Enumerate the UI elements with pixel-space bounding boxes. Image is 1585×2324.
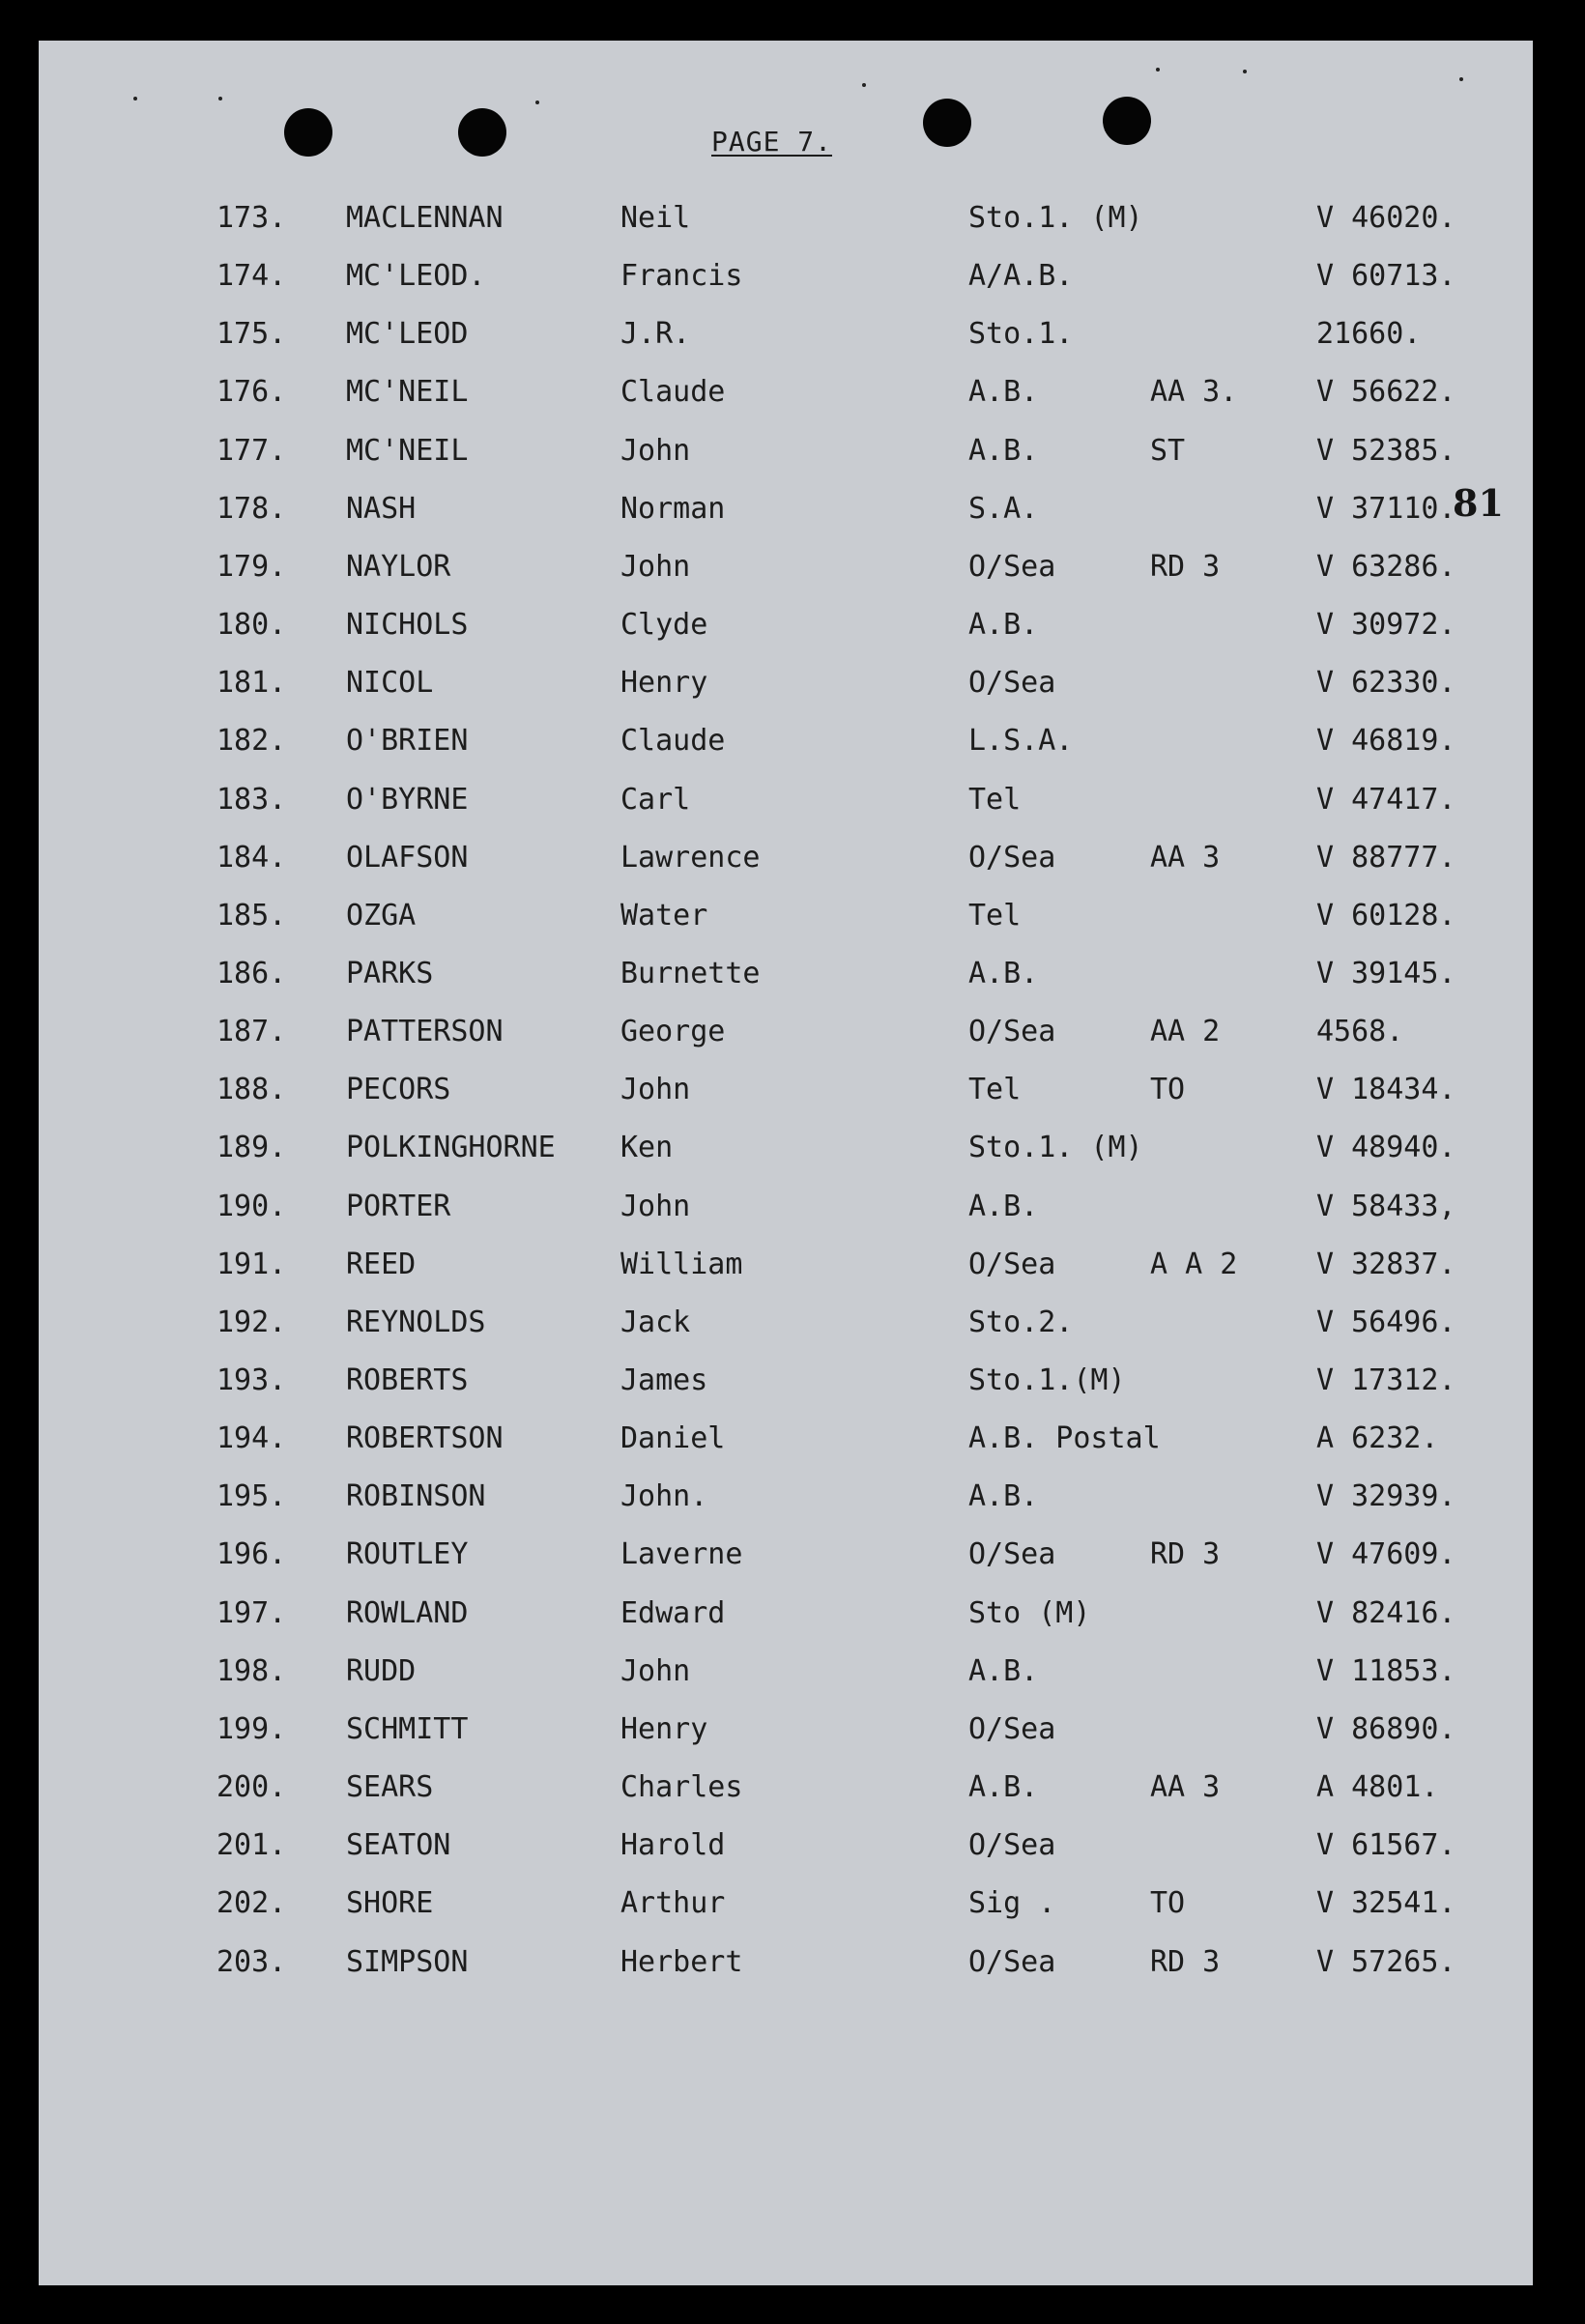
entry-official-number: V 11853. — [1316, 1654, 1456, 1688]
page-heading: PAGE 7. — [711, 126, 833, 158]
entry-given-name: Lawrence — [620, 841, 761, 875]
entry-trade: AA 2 — [1150, 1015, 1221, 1048]
roster-row — [39, 1129, 1533, 1167]
entry-official-number: V 88777. — [1316, 841, 1456, 875]
entry-official-number: V 60713. — [1316, 259, 1456, 293]
entry-rank: Sto.1. (M) — [968, 201, 1143, 235]
entry-given-name: John — [620, 1190, 691, 1223]
entry-given-name: William — [620, 1248, 743, 1281]
roster-row — [39, 839, 1533, 877]
entry-number: 183. — [216, 783, 287, 817]
entry-surname: NICOL — [346, 666, 434, 700]
entry-official-number: V 30972. — [1316, 608, 1456, 642]
roster-row — [39, 1710, 1533, 1749]
entry-surname: OZGA — [346, 899, 417, 932]
entry-number: 197. — [216, 1596, 287, 1630]
entry-given-name: Carl — [620, 783, 691, 817]
entry-surname: MC'LEOD — [346, 317, 469, 351]
roster-row — [39, 1768, 1533, 1807]
punch-hole — [923, 99, 971, 147]
roster-row — [39, 1478, 1533, 1516]
entry-rank: A.B. — [968, 434, 1039, 468]
entry-official-number: V 32939. — [1316, 1479, 1456, 1513]
entry-surname: ROBINSON — [346, 1479, 486, 1513]
entry-rank: Sto.1. — [968, 317, 1074, 351]
entry-surname: NAYLOR — [346, 550, 451, 584]
paper-speck — [862, 83, 866, 87]
roster-row — [39, 199, 1533, 238]
entry-surname: O'BYRNE — [346, 783, 469, 817]
entry-number: 174. — [216, 259, 287, 293]
entry-rank: A.B. — [968, 608, 1039, 642]
entry-official-number: V 52385. — [1316, 434, 1456, 468]
entry-surname: OLAFSON — [346, 841, 469, 875]
entry-given-name: Jack — [620, 1305, 691, 1339]
entry-rank: Tel — [968, 1073, 1022, 1106]
entry-trade: RD 3 — [1150, 1537, 1221, 1571]
entry-rank: S.A. — [968, 492, 1039, 526]
entry-rank: A.B. — [968, 957, 1039, 990]
entry-number: 184. — [216, 841, 287, 875]
entry-number: 180. — [216, 608, 287, 642]
paper-speck — [1459, 77, 1463, 81]
entry-surname: ROBERTSON — [346, 1421, 504, 1455]
entry-rank: O/Sea — [968, 1712, 1056, 1746]
entry-number: 186. — [216, 957, 287, 990]
paper-speck — [133, 97, 137, 100]
entry-rank: L.S.A. — [968, 724, 1074, 758]
entry-surname: SEATON — [346, 1828, 451, 1862]
entry-official-number: V 46020. — [1316, 201, 1456, 235]
paper-speck — [1243, 70, 1247, 73]
entry-surname: NICHOLS — [346, 608, 469, 642]
entry-surname: REYNOLDS — [346, 1305, 486, 1339]
entry-given-name: Edward — [620, 1596, 726, 1630]
stamp-number: 81 — [1453, 481, 1504, 525]
entry-number: 189. — [216, 1131, 287, 1164]
entry-rank: Tel — [968, 783, 1022, 817]
roster-row — [39, 1594, 1533, 1633]
entry-number: 195. — [216, 1479, 287, 1513]
roster-row — [39, 664, 1533, 703]
entry-given-name: Laverne — [620, 1537, 743, 1571]
entry-number: 201. — [216, 1828, 287, 1862]
entry-surname: POLKINGHORNE — [346, 1131, 556, 1164]
roster-row — [39, 1826, 1533, 1865]
roster-row — [39, 1071, 1533, 1109]
entry-given-name: Francis — [620, 259, 743, 293]
roster-row — [39, 1304, 1533, 1342]
entry-trade: AA 3 — [1150, 841, 1221, 875]
entry-surname: ROWLAND — [346, 1596, 469, 1630]
punch-hole — [1103, 97, 1151, 145]
entry-official-number: V 48940. — [1316, 1131, 1456, 1164]
entry-given-name: John — [620, 434, 691, 468]
entry-rank: Sto.1. (M) — [968, 1131, 1143, 1164]
entry-official-number: V 47417. — [1316, 783, 1456, 817]
roster-row — [39, 1943, 1533, 1982]
entry-given-name: Charles — [620, 1770, 743, 1804]
paper-speck — [535, 100, 539, 104]
entry-surname: SHORE — [346, 1886, 434, 1920]
entry-surname: ROUTLEY — [346, 1537, 469, 1571]
entry-official-number: V 32837. — [1316, 1248, 1456, 1281]
roster-row — [39, 722, 1533, 760]
entry-trade: A A 2 — [1150, 1248, 1238, 1281]
entry-given-name: Harold — [620, 1828, 726, 1862]
entry-given-name: Ken — [620, 1131, 674, 1164]
roster-row — [39, 955, 1533, 993]
entry-given-name: Norman — [620, 492, 726, 526]
entry-surname: SEARS — [346, 1770, 434, 1804]
entry-number: 181. — [216, 666, 287, 700]
entry-surname: PATTERSON — [346, 1015, 504, 1048]
document-page — [39, 41, 1533, 2285]
entry-official-number: V 32541. — [1316, 1886, 1456, 1920]
entry-given-name: John — [620, 1654, 691, 1688]
entry-official-number: V 17312. — [1316, 1363, 1456, 1397]
entry-number: 193. — [216, 1363, 287, 1397]
entry-surname: PECORS — [346, 1073, 451, 1106]
entry-rank: O/Sea — [968, 1248, 1056, 1281]
entry-number: 199. — [216, 1712, 287, 1746]
punch-hole — [284, 108, 332, 157]
roster-row — [39, 432, 1533, 471]
entry-number: 187. — [216, 1015, 287, 1048]
entry-given-name: John. — [620, 1479, 708, 1513]
entry-official-number: V 63286. — [1316, 550, 1456, 584]
entry-official-number: V 62330. — [1316, 666, 1456, 700]
entry-rank: O/Sea — [968, 550, 1056, 584]
entry-number: 188. — [216, 1073, 287, 1106]
entry-trade: AA 3 — [1150, 1770, 1221, 1804]
entry-trade: AA 3. — [1150, 375, 1238, 409]
entry-surname: RUDD — [346, 1654, 417, 1688]
roster-row — [39, 1884, 1533, 1923]
entry-rank: Sto.2. — [968, 1305, 1074, 1339]
entry-surname: MC'LEOD. — [346, 259, 486, 293]
entry-rank: A.B. — [968, 1190, 1039, 1223]
entry-official-number: V 61567. — [1316, 1828, 1456, 1862]
entry-given-name: Arthur — [620, 1886, 726, 1920]
entry-given-name: John — [620, 550, 691, 584]
entry-trade: TO — [1150, 1073, 1186, 1106]
entry-official-number: V 58433, — [1316, 1190, 1456, 1223]
entry-official-number: V 56622. — [1316, 375, 1456, 409]
entry-given-name: J.R. — [620, 317, 691, 351]
entry-given-name: George — [620, 1015, 726, 1048]
entry-trade: ST — [1150, 434, 1186, 468]
entry-official-number: A 4801. — [1316, 1770, 1439, 1804]
roster-row — [39, 490, 1533, 529]
paper-speck — [218, 97, 222, 100]
entry-given-name: John — [620, 1073, 691, 1106]
entry-given-name: Henry — [620, 1712, 708, 1746]
entry-given-name: Herbert — [620, 1945, 743, 1979]
entry-surname: MC'NEIL — [346, 434, 469, 468]
entry-official-number: V 86890. — [1316, 1712, 1456, 1746]
roster-row — [39, 781, 1533, 819]
entry-surname: NASH — [346, 492, 417, 526]
entry-number: 178. — [216, 492, 287, 526]
entry-given-name: Claude — [620, 724, 726, 758]
entry-number: 194. — [216, 1421, 287, 1455]
entry-number: 185. — [216, 899, 287, 932]
entry-number: 173. — [216, 201, 287, 235]
entry-official-number: V 46819. — [1316, 724, 1456, 758]
entry-given-name: Claude — [620, 375, 726, 409]
roster-row — [39, 1246, 1533, 1284]
roster-row — [39, 1535, 1533, 1574]
entry-number: 177. — [216, 434, 287, 468]
entry-rank: O/Sea — [968, 841, 1056, 875]
roster-row — [39, 1188, 1533, 1226]
entry-official-number: V 57265. — [1316, 1945, 1456, 1979]
entry-number: 190. — [216, 1190, 287, 1223]
entry-rank: Sto.1.(M) — [968, 1363, 1126, 1397]
entry-number: 179. — [216, 550, 287, 584]
entry-number: 191. — [216, 1248, 287, 1281]
entry-rank: A.B. — [968, 375, 1039, 409]
roster-row — [39, 548, 1533, 587]
entry-rank: Sto (M) — [968, 1596, 1091, 1630]
entry-surname: PARKS — [346, 957, 434, 990]
entry-rank: A.B. Postal — [968, 1421, 1161, 1455]
entry-rank: A/A.B. — [968, 259, 1074, 293]
entry-rank: Sig . — [968, 1886, 1056, 1920]
roster-row — [39, 1013, 1533, 1051]
entry-given-name: Henry — [620, 666, 708, 700]
roster-row — [39, 373, 1533, 412]
entry-given-name: James — [620, 1363, 708, 1397]
entry-trade: TO — [1150, 1886, 1186, 1920]
entry-given-name: Clyde — [620, 608, 708, 642]
entry-number: 203. — [216, 1945, 287, 1979]
entry-number: 202. — [216, 1886, 287, 1920]
entry-rank: O/Sea — [968, 1537, 1056, 1571]
entry-number: 192. — [216, 1305, 287, 1339]
entry-rank: O/Sea — [968, 1015, 1056, 1048]
entry-surname: PORTER — [346, 1190, 451, 1223]
entry-number: 175. — [216, 317, 287, 351]
entry-official-number: 4568. — [1316, 1015, 1404, 1048]
entry-rank: Tel — [968, 899, 1022, 932]
roster-row — [39, 257, 1533, 296]
entry-trade: RD 3 — [1150, 1945, 1221, 1979]
entry-given-name: Water — [620, 899, 708, 932]
entry-surname: MACLENNAN — [346, 201, 504, 235]
roster-row — [39, 1652, 1533, 1691]
entry-trade: RD 3 — [1150, 550, 1221, 584]
entry-official-number: V 60128. — [1316, 899, 1456, 932]
entry-official-number: V 37110. — [1316, 492, 1456, 526]
entry-official-number: V 39145. — [1316, 957, 1456, 990]
entry-official-number: 21660. — [1316, 317, 1422, 351]
entry-number: 182. — [216, 724, 287, 758]
entry-official-number: V 47609. — [1316, 1537, 1456, 1571]
entry-surname: SIMPSON — [346, 1945, 469, 1979]
roster-row — [39, 897, 1533, 935]
entry-official-number: V 56496. — [1316, 1305, 1456, 1339]
punch-hole — [458, 108, 506, 157]
entry-rank: O/Sea — [968, 1828, 1056, 1862]
entry-number: 196. — [216, 1537, 287, 1571]
entry-given-name: Neil — [620, 201, 691, 235]
roster-row — [39, 606, 1533, 645]
entry-surname: ROBERTS — [346, 1363, 469, 1397]
entry-given-name: Daniel — [620, 1421, 726, 1455]
entry-official-number: V 82416. — [1316, 1596, 1456, 1630]
entry-official-number: A 6232. — [1316, 1421, 1439, 1455]
paper-speck — [1156, 68, 1160, 72]
roster-row — [39, 1362, 1533, 1400]
entry-rank: A.B. — [968, 1479, 1039, 1513]
entry-surname: REED — [346, 1248, 417, 1281]
entry-official-number: V 18434. — [1316, 1073, 1456, 1106]
entry-given-name: Burnette — [620, 957, 761, 990]
entry-rank: O/Sea — [968, 1945, 1056, 1979]
entry-surname: O'BRIEN — [346, 724, 469, 758]
entry-surname: SCHMITT — [346, 1712, 469, 1746]
entry-number: 200. — [216, 1770, 287, 1804]
entry-rank: A.B. — [968, 1654, 1039, 1688]
entry-rank: O/Sea — [968, 666, 1056, 700]
roster-row — [39, 315, 1533, 354]
entry-number: 176. — [216, 375, 287, 409]
entry-number: 198. — [216, 1654, 287, 1688]
entry-surname: MC'NEIL — [346, 375, 469, 409]
roster-row — [39, 1420, 1533, 1458]
entry-rank: A.B. — [968, 1770, 1039, 1804]
